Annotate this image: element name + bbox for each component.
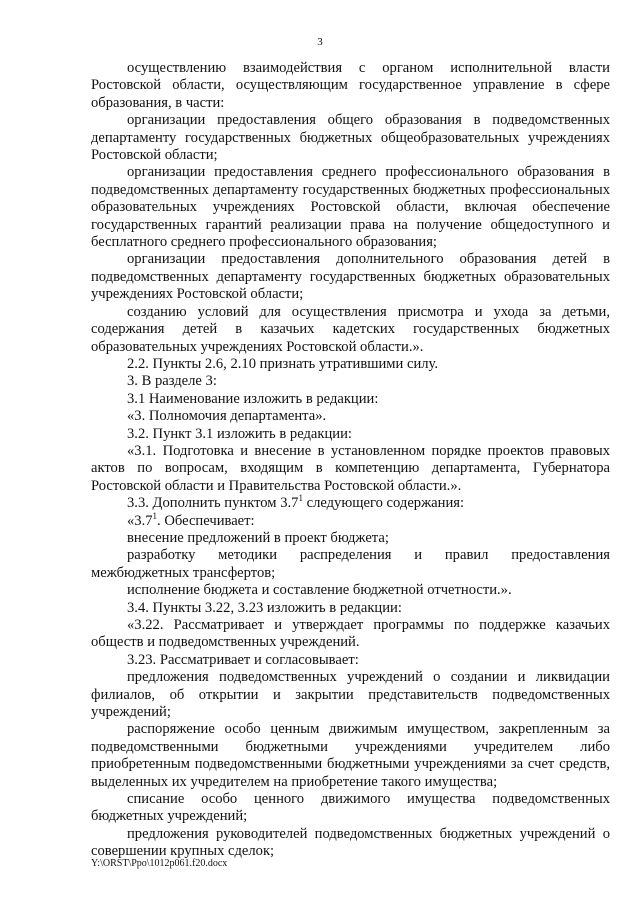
paragraph: 3.1 Наименование изложить в редакции:: [127, 390, 379, 407]
paragraph: «3.22. Рассматривает и утверждает программы по поддержке казачьих обществ и подведомственных учреждений.: [91, 617, 610, 651]
paragraph-text: 3.3. Дополнить пунктом 3.7: [127, 495, 299, 512]
paragraph: 3.2. Пункт 3.1 изложить в редакции:: [127, 425, 352, 442]
paragraph: «3. Полномочия департамента».: [127, 408, 327, 425]
paragraph: списание особо ценного движимого имущества подведомственных бюджетных учреждений;: [91, 791, 610, 825]
paragraph: организации предоставления среднего профессионального образования в подведомственных департаменту государственных бюджетных профессиональных образовательных учреждениях Ростовской области, включая обеспечение государственных гарантий реализации права на получение общедоступного и бесплатного среднего профессионального образования;: [91, 164, 610, 251]
paragraph: осуществлению взаимодействия с органом исполнительной власти Ростовской области, осуществляющим государственное управление в сфере образования, в части:: [91, 60, 610, 111]
paragraph: организации предоставления общего образования в подведомственных департаменту государственных бюджетных общеобразовательных учреждениях Ростовской области;: [91, 112, 610, 164]
document-body: [91, 60, 610, 861]
paragraph: предложения руководителей подведомственных бюджетных учреждений о совершении крупных сделок;: [91, 825, 610, 860]
paragraph: предложения подведомственных учреждений о создании и ликвидации филиалов, об открытии и закрытии представительств подведомственных учреждений;: [91, 669, 610, 721]
superscript: 1: [298, 493, 303, 504]
paragraph: распоряжение особо ценным движимым имуществом, закрепленным за подведомственными бюджетными учреждениями учредителем либо приобретенным подведомственными бюджетными учреждениями за счет средств, выделенных их учредителем на приобретение такого имущества;: [91, 721, 610, 790]
paragraph: «3.1. Подготовка и внесение в установленном порядке проектов правовых актов по вопросам, входящим в компетенцию департамента, Губернатора Ростовской области и Правительства Ростовской области.».: [91, 442, 610, 494]
paragraph: исполнение бюджета и составление бюджетной отчетности.».: [127, 582, 512, 599]
paragraph-text-continued: следующего содержания:: [302, 495, 465, 512]
paragraph: 3. В разделе 3:: [127, 373, 217, 390]
paragraph: организации предоставления дополнительного образования детей в подведомственных департаменту государственных бюджетных образовательных учреждениях Ростовской области;: [91, 251, 610, 303]
paragraph: 3.4. Пункты 3.22, 3.23 изложить в редакции:: [127, 599, 402, 616]
page-number: 3: [317, 36, 323, 48]
paragraph: 3.23. Рассматривает и согласовывает:: [127, 651, 359, 668]
paragraph-text-continued: . Обеспечивает:: [157, 512, 255, 529]
paragraph: 2.2. Пункты 2.6, 2.10 признать утратившими силу.: [127, 355, 439, 372]
file-path-footer: Y:\ORST\Ppo\1012p061.f20.docx: [91, 858, 228, 869]
paragraph-text: «3.7: [127, 512, 153, 529]
paragraph: внесение предложений в проект бюджета;: [127, 529, 389, 546]
paragraph: [91, 495, 610, 512]
superscript: 1: [152, 510, 158, 521]
paragraph: [91, 510, 610, 530]
paragraph: созданию условий для осуществления присмотра и ухода за детьми, содержания детей в казачьих кадетских государственных бюджетных образовательных учреждениях Ростовской области.».: [91, 303, 610, 355]
paragraph: разработку методики распределения и правил предоставления межбюджетных трансфертов;: [91, 547, 610, 581]
